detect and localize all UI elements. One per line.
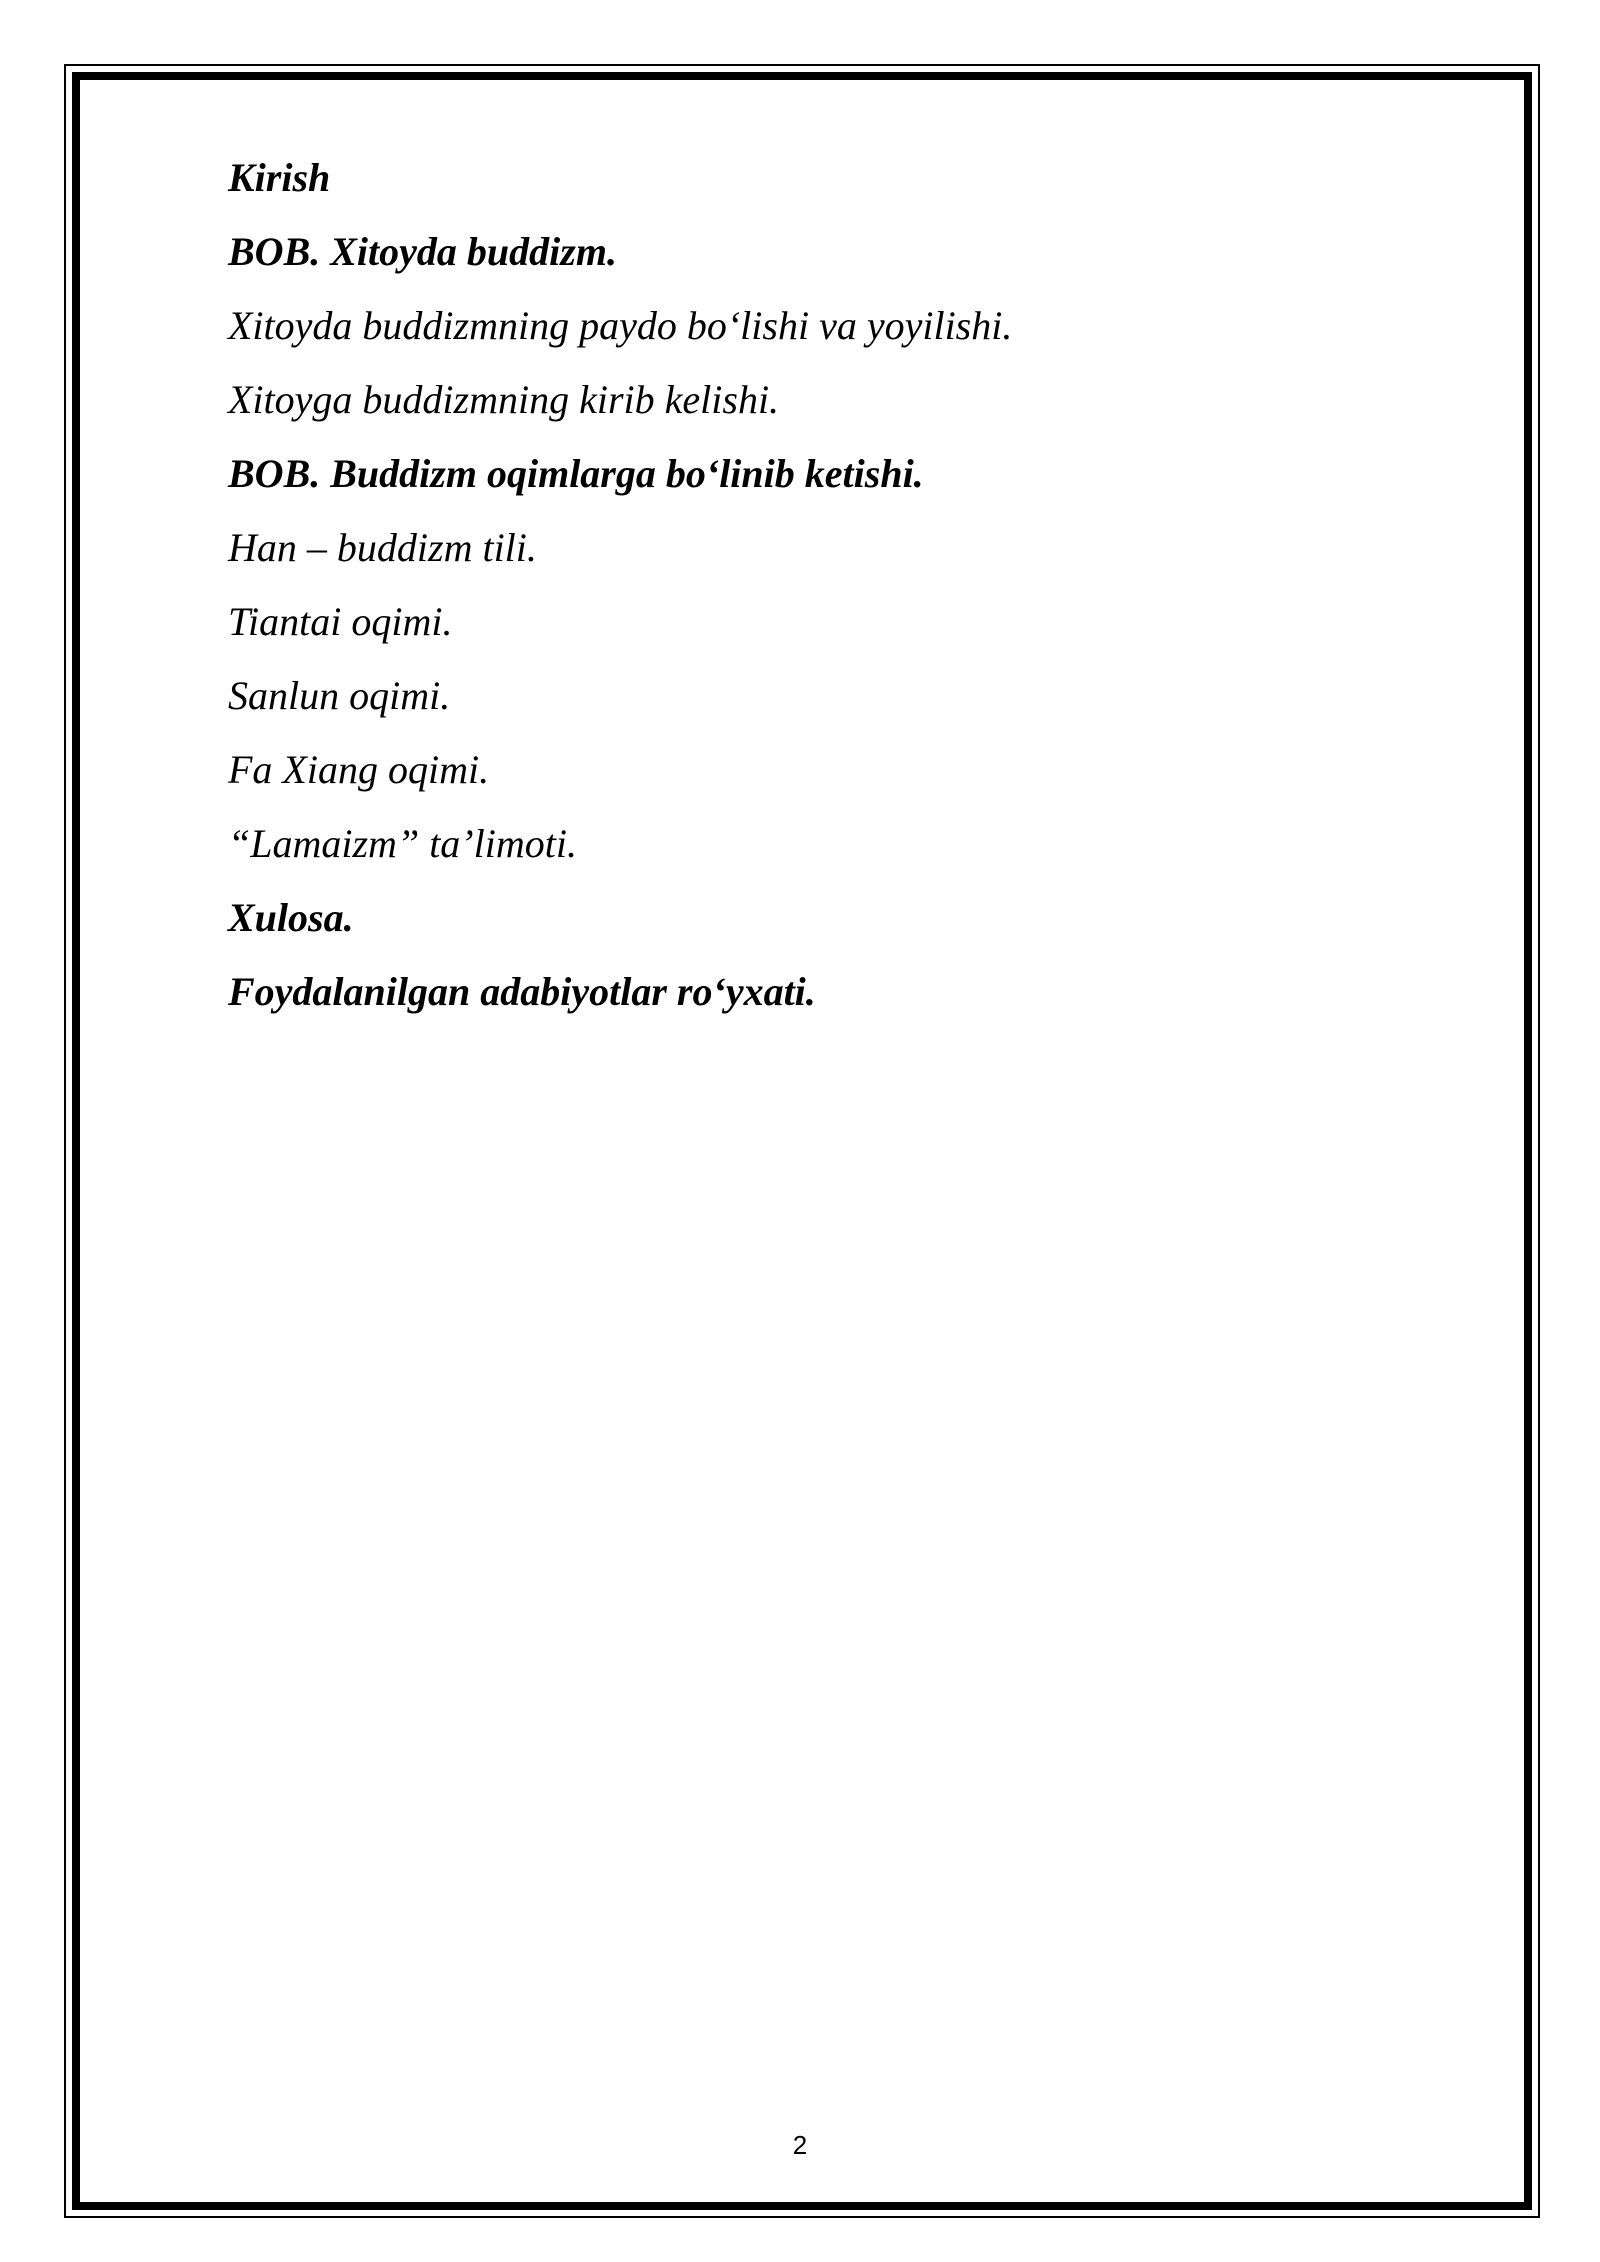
toc-entry-title: Xitoyga buddizmning kirib kelishi. <box>228 377 780 422</box>
toc-entry-title: BOB. Buddizm oqimlarga bo‘linib ketishi. <box>228 451 924 496</box>
toc-entry-title: “Lamaizm” ta’limoti. <box>228 821 577 866</box>
toc-entry-title: Xulosa. <box>228 895 354 940</box>
toc-entry-title: Foydalanilgan adabiyotlar ro‘yxati. <box>228 969 816 1014</box>
toc-entry-title: Xitoyda buddizmning paydo bo‘lishi va yoyilishi. <box>228 303 1013 348</box>
toc-entry-title: Sanlun oqimi. <box>228 673 451 718</box>
toc-entry-title: Tiantai oqimi. <box>228 599 453 644</box>
toc-entry-title: Kirish <box>228 155 331 200</box>
toc-entry-title: Han – buddizm tili. <box>228 525 537 570</box>
page-number: 2 <box>792 2130 808 2160</box>
toc-entry-title: BOB. Xitoyda buddizm. <box>228 229 617 274</box>
toc-entry-title: Fa Xiang oqimi. <box>228 747 490 792</box>
